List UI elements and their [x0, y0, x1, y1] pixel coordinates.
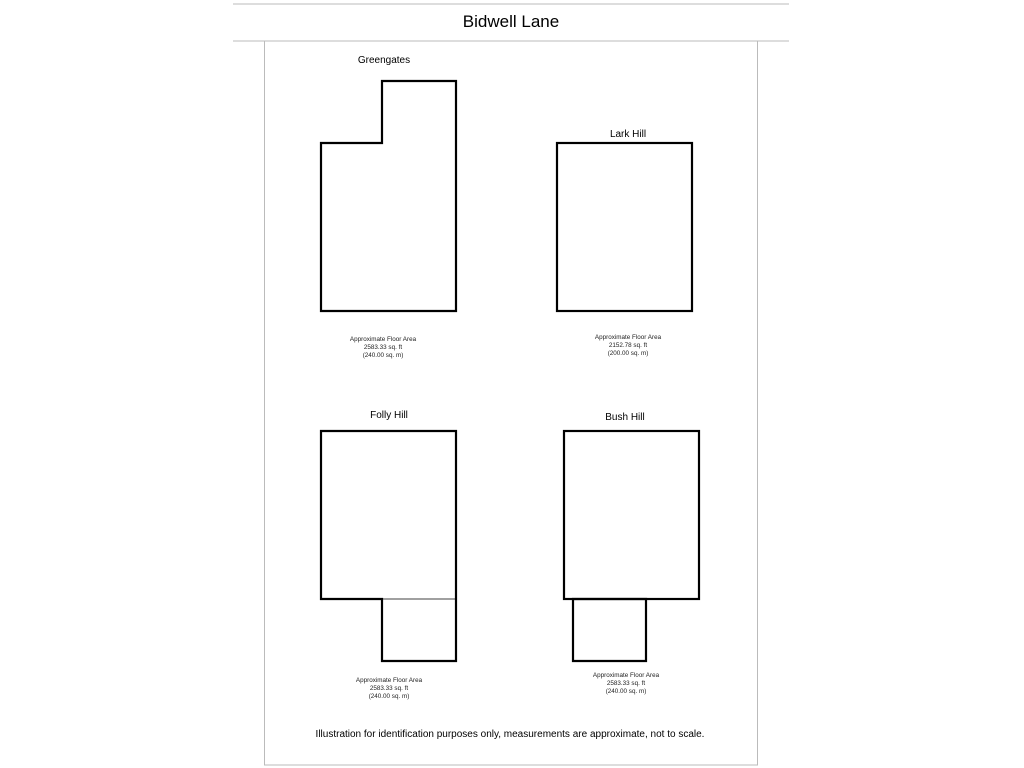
area-label: Approximate Floor Area: [592, 672, 660, 679]
extension-outline: [573, 599, 646, 661]
area-sqm: (240.00 sq. m): [605, 688, 647, 695]
floor-outline: [564, 431, 699, 599]
page-border: [265, 41, 758, 765]
area-sqm: (240.00 sq. m): [362, 352, 404, 359]
area-sqm: (240.00 sq. m): [368, 693, 410, 700]
area-label: Approximate Floor Area: [349, 336, 417, 343]
floor-outline: [321, 431, 456, 661]
page-title: Bidwell Lane: [462, 12, 560, 31]
area-sqft: 2583.33 sq. ft: [369, 685, 409, 692]
plot-name: Greengates: [357, 55, 411, 66]
disclaimer: Illustration for identification purposes only, measurements are approximate, not to scale.: [315, 729, 705, 740]
plot-bush-hill: [564, 412, 699, 695]
plot-name: Lark Hill: [609, 129, 647, 140]
area-sqft: 2152.78 sq. ft: [608, 342, 648, 349]
plot-name: Folly Hill: [370, 410, 408, 421]
plot-name: Bush Hill: [605, 412, 645, 423]
floor-outline: [321, 81, 456, 311]
floor-outline: [557, 143, 692, 311]
plot-greengates: [321, 55, 456, 359]
area-label: Approximate Floor Area: [594, 334, 662, 341]
plot-folly-hill: [321, 410, 456, 700]
area-sqft: 2583.33 sq. ft: [606, 680, 646, 687]
plot-lark-hill: [557, 129, 692, 357]
area-label: Approximate Floor Area: [355, 677, 423, 684]
area-sqft: 2583.33 sq. ft: [363, 344, 403, 351]
area-sqm: (200.00 sq. m): [607, 350, 649, 357]
